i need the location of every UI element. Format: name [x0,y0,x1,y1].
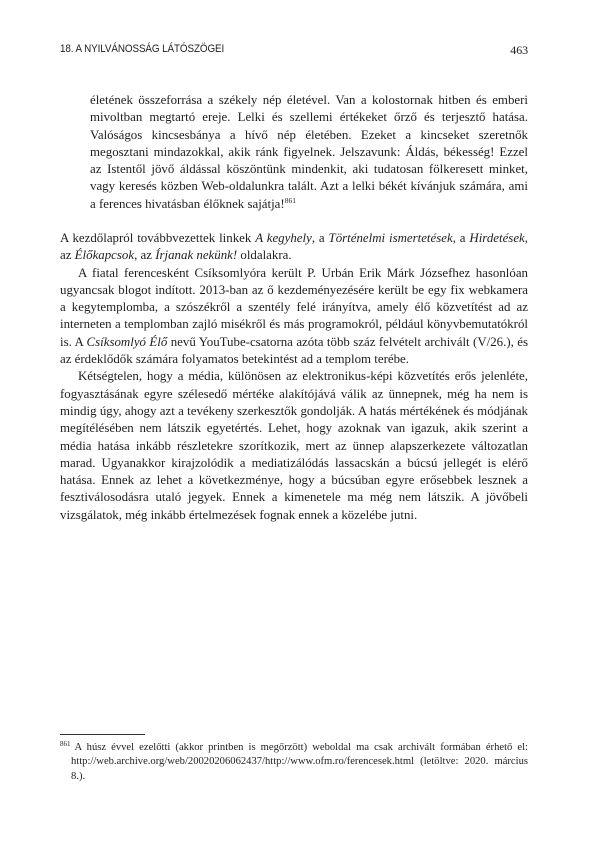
italic-link-name: Történelmi ismertetések [328,231,453,245]
chapter-title: 18. A NYILVÁNOSSÁG LÁTÓSZÖGEI [60,43,225,55]
text-run: , az [60,231,528,263]
italic-link-name: A kegyhely [255,231,312,245]
footnote-reference[interactable]: 861 [284,195,296,205]
page-number: 463 [510,43,528,57]
italic-link-name: Hirdetések [469,231,525,245]
quote-text: életének összeforrása a székely nép életével. Van a kolostornak hitben és emberi mivoltban megtartó ereje. Lelki és szellemi értékeket őrző és terjesztő hatása. Valóságos kincsesbánya a hívő nép életében. Ezeket a kincseket szeretnők megosztani mindazokkal, akik ránk figyelnek. Jelszavunk: Áldás, békesség! Ezzel az Istentől jövő áldással köszöntünk mindenkit, aki tudatosan fölkeresett minket, vagy keresés közben Web-oldalunkra talált. Azt a lelki békét kívánjuk számára, ami a ferences hivatásban élőknek sajátja! [90,93,528,211]
paragraph-webcam [60,265,528,369]
text-run: , a [311,231,329,245]
text-run: oldalakra. [237,248,292,263]
footnote-text: A húsz évvel ezelőtti (akkor printben is megőrzött) weboldal ma csak archivált formában érhető el: http://web.archive.org/web/20020206062437/http://www.ofm.ro/ferencesek.html (letöltve: 2020. március 8.). [71,742,528,782]
quote-paragraph [90,92,528,213]
italic-link-name: Írjanak nekünk! [155,248,238,263]
text-run: A kezdőlapról továbbvezettek linkek [60,231,256,245]
block-quote [90,92,528,213]
paragraph-media-effect: Kétségtelen, hogy a média, különösen az elektronikus-képi közvetítés erős jelenléte, fogyasztásának egyre szélesedő mértéke alakítójává válik az ünnepnek, még ha nem is mindig úgy, ahogy azt a tevékeny szerkesztők gondolják. A hatás mértékének és módjának megítélésében nem látszik egyetértés. Lehet, hogy azoknak van igazuk, akik szerint a média hatása inkább részletekre szorítkozik, mert az ünnep alapszerkezete változatlan marad. Ugyanakkor kirajzolódik a mediatizálódás lassacskán a búcsú jellegét is elérő hatása. Ennek az lehet a következménye, hogy a búcsúban egyre erősebbek lesznek a fesztiválosodásra utaló jegyek. Ennek a kimenetele ma még nem látszik. A jövőbeli vizsgálatok, még inkább értelmezések fognak ennek a közelébe jutni. [60,369,528,522]
footnote-item [60,741,528,784]
footnotes [60,741,528,784]
italic-channel-name: Csíksomlyó Élő [86,334,168,349]
italic-link-name: Élőkapcsok [74,248,135,263]
text-run: , az [134,248,156,263]
running-head [60,43,528,61]
text-run: , a [452,231,470,245]
footnote-number: 861 [60,740,71,748]
text-run: A fiatal ferencesként Csíksomlyóra került P. Urbán Erik Márk Józsefhez hasonlóan ugyancsak blogot indított. 2013-ban az ő kezdeményezésére került be egy fix webkamera a kegytemplomba, a szószékről a szentély felé irányítva, amely élő közvetítést ad az interneten a templomban zajló misékről és más programokról, például könyvbemutatókról is. A [60,265,528,349]
footnote-separator [60,734,145,735]
paragraph-links [60,230,528,265]
text-run: nevű YouTube-csatorna azóta több száz felvételt archivált (V/26.), és az érdeklődők számára folyamatos betekintést ad a templom terébe. [60,334,528,367]
main-text [60,230,528,524]
